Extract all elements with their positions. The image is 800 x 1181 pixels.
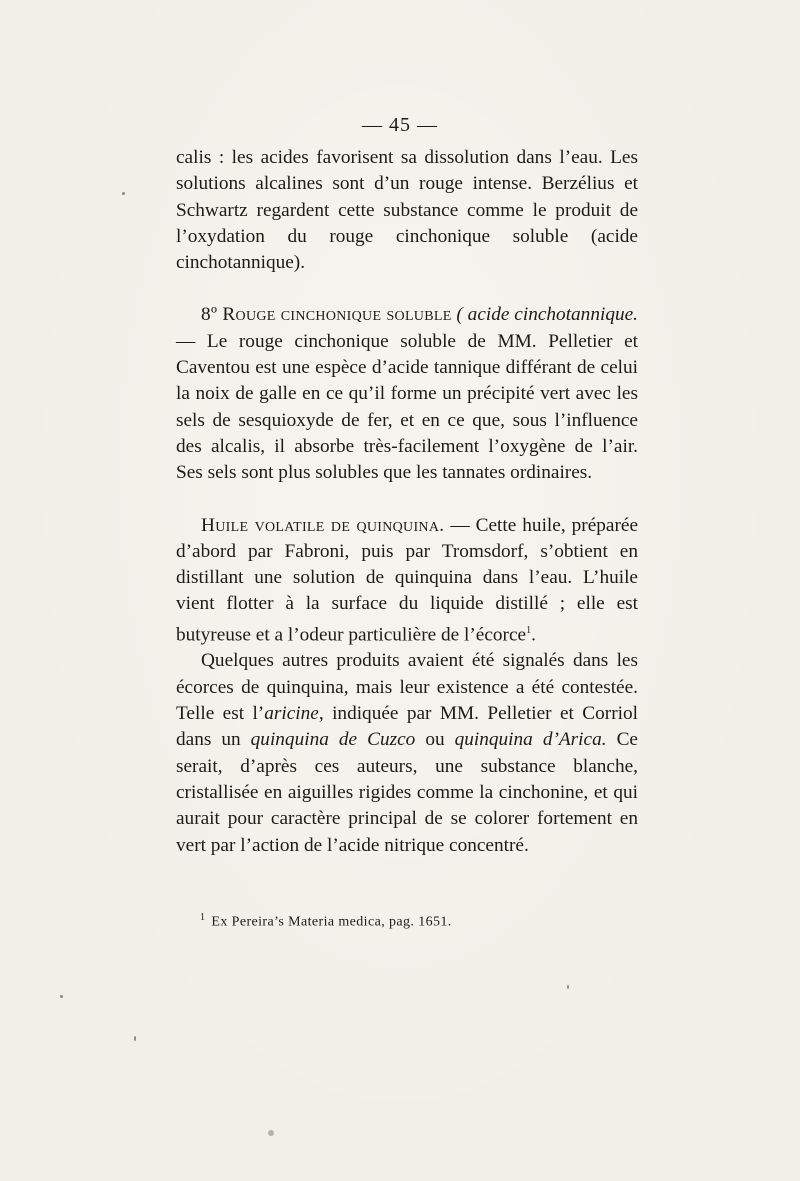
paragraph-2 (176, 302, 638, 486)
page-number: — 45 — (362, 114, 438, 136)
paragraph-1-text: calis : les acides favorisent sa dissolution dans l’eau. Les solutions alcalines sont d’un rouge intense. Berzélius et Schwartz regardent cette substance comme le produit de l’oxydation du rouge cinchonique soluble (acide cinchotannique). (176, 147, 638, 274)
footnote-marker: 1 (200, 912, 206, 923)
body-text (176, 145, 638, 859)
section-heading-rouge-italic: ( acide cinchotannique. (456, 304, 638, 326)
paper-speck (134, 1036, 136, 1041)
section-heading-huile: Huile volatile de quinquina. (201, 514, 445, 536)
paragraph-4-italic1: aricine (264, 703, 319, 725)
paragraph-4-italic3: quinquina d’Arica. (454, 729, 607, 751)
footnote-text: Ex Pereira’s Materia medica, pag. 1651. (211, 914, 452, 930)
paragraph-4-part4: Ce serait, d’après ces auteurs, une substance blanche, cristallisée en aiguilles rigides comme la cinchonine, et qui aurait pour caractère principal de se colorer fortement en vert par l’action de l’acide nitrique concentré. (176, 729, 638, 856)
paper-speck (567, 985, 569, 989)
paragraph-4-part3: ou (415, 729, 455, 751)
paragraph-4-part2: , indiquée par MM. Pelletier et Corriol dans un (176, 703, 638, 751)
paragraph-2-text: — Le rouge cinchonique soluble de MM. Pelletier et Caventou est une espèce d’acide tannique différant de celui la noix de galle en ce qu’il forme un précipité vert avec les sels de sesquioxyde de fer, et en ce que, sous l’influence des alcalis, il absorbe très-facilement l’oxygène de l’air. Ses sels sont plus solubles que les tannates ordinaires. (176, 330, 638, 484)
section-heading-rouge: 8º Rouge cinchonique soluble (201, 304, 452, 326)
paragraph-4-italic2: quinquina de Cuzco (250, 729, 416, 751)
paper-speck (122, 192, 125, 195)
paragraph-3-text: — Cette huile, préparée d’abord par Fabroni, puis par Tromsdorf, s’obtient en distillant une solution de quinquina dans l’eau. L’huile vient flotter à la surface du liquide distillé ; elle est butyreuse et a l’odeur particulière de l’écorce (176, 514, 638, 646)
paragraph-3-tail: . (531, 624, 536, 646)
paragraph-1 (176, 145, 638, 276)
paper-speck (60, 995, 63, 998)
paper-speck (268, 1130, 274, 1136)
footnote-ref: 1 (526, 624, 532, 636)
paragraph-3 (176, 513, 638, 649)
paragraph-4-part1: Quelques autres produits avaient été signalés dans les écorces de quinquina, mais leur existence a été contestée. Telle est l’ (176, 650, 638, 725)
footnote (200, 912, 452, 931)
paragraph-4 (176, 648, 638, 858)
